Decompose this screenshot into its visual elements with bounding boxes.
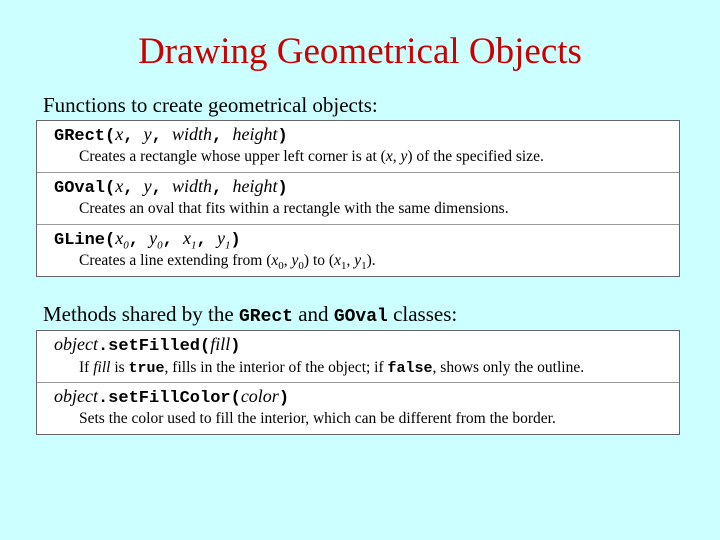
method-description: Sets the color used to fill the interior, which can be different from the border.	[79, 410, 556, 427]
method-description	[79, 359, 584, 377]
param-x: x	[115, 124, 124, 144]
param-x1: $x_1$	[183, 228, 197, 252]
method-name: .setFillColor(	[97, 389, 241, 408]
function-entry-gline	[37, 224, 679, 276]
class-name-grect: GRect	[238, 307, 293, 327]
param-y: y	[143, 124, 152, 144]
param-width: width	[172, 124, 213, 144]
param-height: height	[232, 176, 278, 196]
function-name: GLine	[54, 231, 106, 250]
desc-text: If	[79, 359, 90, 376]
function-entry-grect	[37, 121, 679, 172]
desc-text: , shows only the outline.	[432, 359, 585, 376]
function-entry-goval	[37, 172, 679, 224]
function-signature: GOval(x, y, width, height)	[54, 176, 288, 198]
param-fill: fill	[210, 334, 231, 354]
method-entry-setfillcolor	[37, 382, 679, 434]
desc-code-false: false	[387, 360, 433, 377]
receiver: object	[54, 386, 98, 406]
functions-box	[36, 120, 680, 277]
desc-code-true: true	[128, 360, 165, 377]
method-close: )	[230, 337, 241, 356]
method-entry-setfilled	[37, 331, 679, 382]
function-description: Creates a line extending from ($x_0$, $y_0$) to ($x_1$, $y_1$).	[79, 252, 376, 273]
param-x: x	[115, 176, 124, 196]
param-y: y	[143, 176, 152, 196]
param-x0: $x_0$	[115, 228, 129, 252]
param-y1: $y_1$	[216, 228, 231, 252]
function-description: Creates a rectangle whose upper left corner is at (x, y) of the specified size.	[79, 148, 544, 165]
param-width: width	[172, 176, 213, 196]
heading-and: and	[298, 302, 329, 326]
function-name: GOval	[54, 179, 106, 198]
function-signature: $GLine(x_0$, $y_0$, $x_1$, $y_1$)	[54, 228, 241, 252]
function-signature: GRect(x, y, width, height)	[54, 124, 288, 146]
method-signature	[54, 334, 240, 356]
section-heading-functions: Functions to create geometrical objects:	[43, 93, 378, 117]
slide-title: Drawing Geometrical Objects	[138, 31, 582, 72]
receiver: object	[54, 334, 98, 354]
function-description: Creates an oval that fits within a rectangle with the same dimensions.	[79, 200, 509, 217]
heading-prefix: Methods shared by the	[43, 302, 234, 326]
desc-param: fill	[93, 359, 111, 376]
method-close: )	[278, 389, 290, 408]
section-heading-methods	[43, 302, 457, 327]
methods-box	[36, 330, 680, 435]
method-signature	[54, 386, 289, 408]
param-height: height	[232, 124, 278, 144]
function-name: GRect	[54, 127, 106, 146]
desc-text: , fills in the interior of the object; if	[164, 359, 384, 376]
heading-suffix: classes:	[393, 302, 458, 326]
method-name: .setFilled(	[97, 337, 211, 356]
class-name-goval: GOval	[333, 307, 388, 327]
param-y0: $y_0$	[149, 228, 163, 252]
param-color: color	[240, 386, 279, 406]
desc-text: is	[114, 359, 125, 376]
